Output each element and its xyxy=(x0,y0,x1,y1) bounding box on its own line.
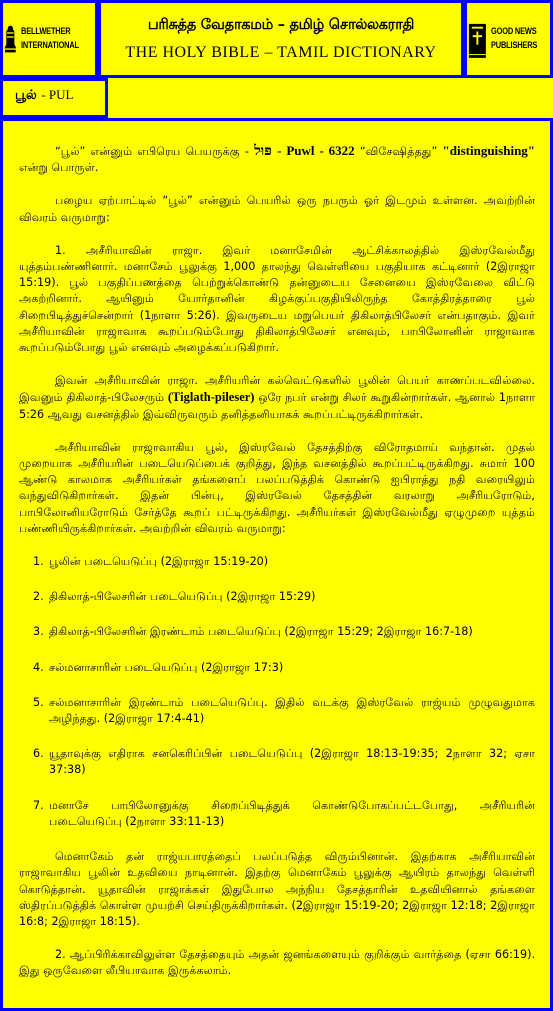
intro-text-c: “விசேஷித்தது” xyxy=(359,145,438,158)
entry-tag xyxy=(0,78,108,118)
list-item: 2. திகிலாத்-பிலேசரின் படையெடுப்பு (2இராஜா 15:29) xyxy=(33,590,316,604)
list-item: 4. சல்மனாசாரின் படையெடுப்பு (2இராஜா 17:3) xyxy=(33,660,284,674)
p4-english: (Tiglath-pileser) xyxy=(167,390,255,405)
english-meaning: "distinguishing" xyxy=(442,143,536,158)
paragraph-3: 1. அசீரியாவின் ராஜா. இவர் மனாசேமின் ஆட்சிக்காலத்தில் இஸ்ரவேல்மீது யுத்தம்பண்ணினார். மனாசேம் பூலுக்கு 1,000 தாலந்து வெள்ளியை பகுதியாக கட்டினார் (2இராஜா 15:19). பூல் பகுதிப்பணத்தை பெற்றுக்கொண்டு தன்னுடைய சேனையை இஸ்ரவேலை விட்டு அகற்றினார். ஆயினும் யோர்தானின் கிழக்குப்பகுதியிலிருந்த கோத்திரத்தாரை பூல் சிறைபிடித்துச்சென்றார் (1நாளா 5:26). இவருடைய மறுபெயர் திகிலாத்பிலேசர் என்பதாகும். இவர் அசீரியாவின் ராஜாவாக கூறப்படும்போது திகிலாத்பிலேசர் எனவும், பாபிலோனின் ராஜாவாக கூறப்படும்போது பூல் எனவும் அழைக்கப்படுகிறார். xyxy=(19,243,535,355)
book-icon xyxy=(467,17,488,61)
list-item: 5. சல்மனாசாரின் இரண்டாம் படையெடுப்பு. இதில் வடக்கு இஸ்ரவேல் ராஜ்யம் முழுவதுமாக அழிந்தது. (2இராஜா 17:4-41) xyxy=(33,695,535,726)
paragraph-2: பழைய ஏற்பாட்டில் “பூல்” என்னும் பெயரில் ஒரு நபரும் ஓர் இடமும் உள்ளன. அவற்றின் விவரம் வருமாறு: xyxy=(19,194,535,224)
p4-text-b: ஒரே நபர் என்று சிலர் கூறுகின்றார்கள். ஆனால் 1நாளா 5:26 ஆவது வசனத்தில் இவ்விருவரும் தனித்தனியாகக் கூறப்பட்டிருக்கிறார்கள். xyxy=(19,391,535,421)
paragraph-7: 2. ஆப்பிரிக்காவிலுள்ள தேசத்தையும் அதன் ஜனங்களையும் குறிக்கும் வார்த்தை (ஏசா 66:19). இது ஒருவேளை லீபியாவாக இருக்கலாம். xyxy=(19,948,535,978)
entry-content xyxy=(0,118,553,1011)
entry-word: பூல் xyxy=(15,88,37,103)
intro-paragraph xyxy=(19,143,535,176)
strongs-number: - Puwl - 6322 xyxy=(277,143,355,158)
paragraph-4 xyxy=(19,373,535,423)
header-title xyxy=(98,0,464,78)
list-item: 6. யூதாவுக்கு எதிராக சனகெரிப்பின் படையெடுப்பு (2இராஜா 18:13-19:35; 2நாளா 32; ஏசா 37:38) xyxy=(33,747,535,777)
title-tamil: பரிசுத்த வேதாகமம் – தமிழ் சொல்லகராதி xyxy=(147,17,415,33)
entry-translit: - PUL xyxy=(41,87,74,102)
list-item: 7. மனாசே பாபிலோனுக்கு சிறைப்பிடித்துக் கொண்டுபோகப்பட்டபோது, அசீரியரின் படையெடுப்பு (2நாளா 33:11-13) xyxy=(33,798,535,828)
logo-right-line2: PUBLISHERS xyxy=(490,40,537,51)
logo-bellwether xyxy=(0,0,98,78)
intro-text-e: என்று பொருள். xyxy=(19,161,99,175)
invasion-list xyxy=(19,554,535,830)
bell-icon xyxy=(3,17,18,61)
hebrew-word: פּוּל xyxy=(254,143,272,159)
paragraph-5: அசீரியாவின் ராஜாவாகிய பூல், இஸ்ரவேல் தேசத்திற்கு விரோதமாய் வந்தான். முதல் முறையாக அசீரியரின் படையெடுப்பைக் குறித்து, இந்த வசனத்தில் கூறப்பட்டிருக்கிறது. சுமார் 100 ஆண்டு காலமாக அசீரியர்கள் தங்களைப் பலப்படுத்திக் கொண்டு ஐபிராத்து நதி வரையிலும் வந்துவிடுகிறார்கள். இதன் பின்பு, இஸ்ரவேல் தேசத்தின் வரலாறு அசீரியரோடும், பாபிலோனியரோடும் சேர்த்தே கூறப் பட்டிருக்கிறது. அசீரியர்கள் இஸ்ரவேல்மீது ஏழுமுறை யுத்தம் பண்ணியிருக்கிறார்கள். அவற்றின் விவரம் வருமாறு: xyxy=(19,440,535,535)
logo-left-line1: BELLWETHER xyxy=(20,26,71,37)
title-english: THE HOLY BIBLE – TAMIL DICTIONARY xyxy=(125,44,437,61)
p4-text-a: இவன் அசீரியாவின் ராஜா. அசீரியரின் கல்வெட்டுகளில் பூலின் பெயர் காணப்படவில்லை. இவனும் திகிலாத்-பிலேசரும் xyxy=(19,374,535,405)
list-item: 3. திகிலாத்-பிலேசரின் இரண்டாம் படையெடுப்பு (2இராஜா 15:29; 2இராஜா 16:7-18) xyxy=(33,625,473,639)
intro-text-a: “பூல்” என்னும் எபிரெய பெயருக்கு - xyxy=(55,145,249,158)
list-item: 1. பூலின் படையெடுப்பு (2இராஜா 15:19-20) xyxy=(33,555,269,569)
paragraph-6: மெனாகேம் தன் ராஜ்யபாரத்தைப் பலப்படுத்த விரும்பினான். இதற்காக அசீரியாவின் ராஜாவாகிய பூலின் உதவியை நாடினான். இதற்கு மெனாகேம் பூலுக்கு ஆயிரம் தாலந்து வெள்ளி கொடுத்தான். யூதாவின் ராஜாக்கள் இதுபோல அந்நிய தேசத்தாரின் உதவியினால் தங்களை ஸ்திரப்படுத்திக் கொள்ள முயற்சி செய்திருக்கிறார்கள். (2இராஜா 15:19-20; 2இராஜா 12:18; 2இராஜா 16:8; 2இராஜா 18:15). xyxy=(19,850,535,928)
logo-right-line1: GOOD NEWS xyxy=(490,26,537,37)
logo-good-news xyxy=(464,0,553,78)
logo-left-line2: INTERNATIONAL xyxy=(20,40,79,51)
